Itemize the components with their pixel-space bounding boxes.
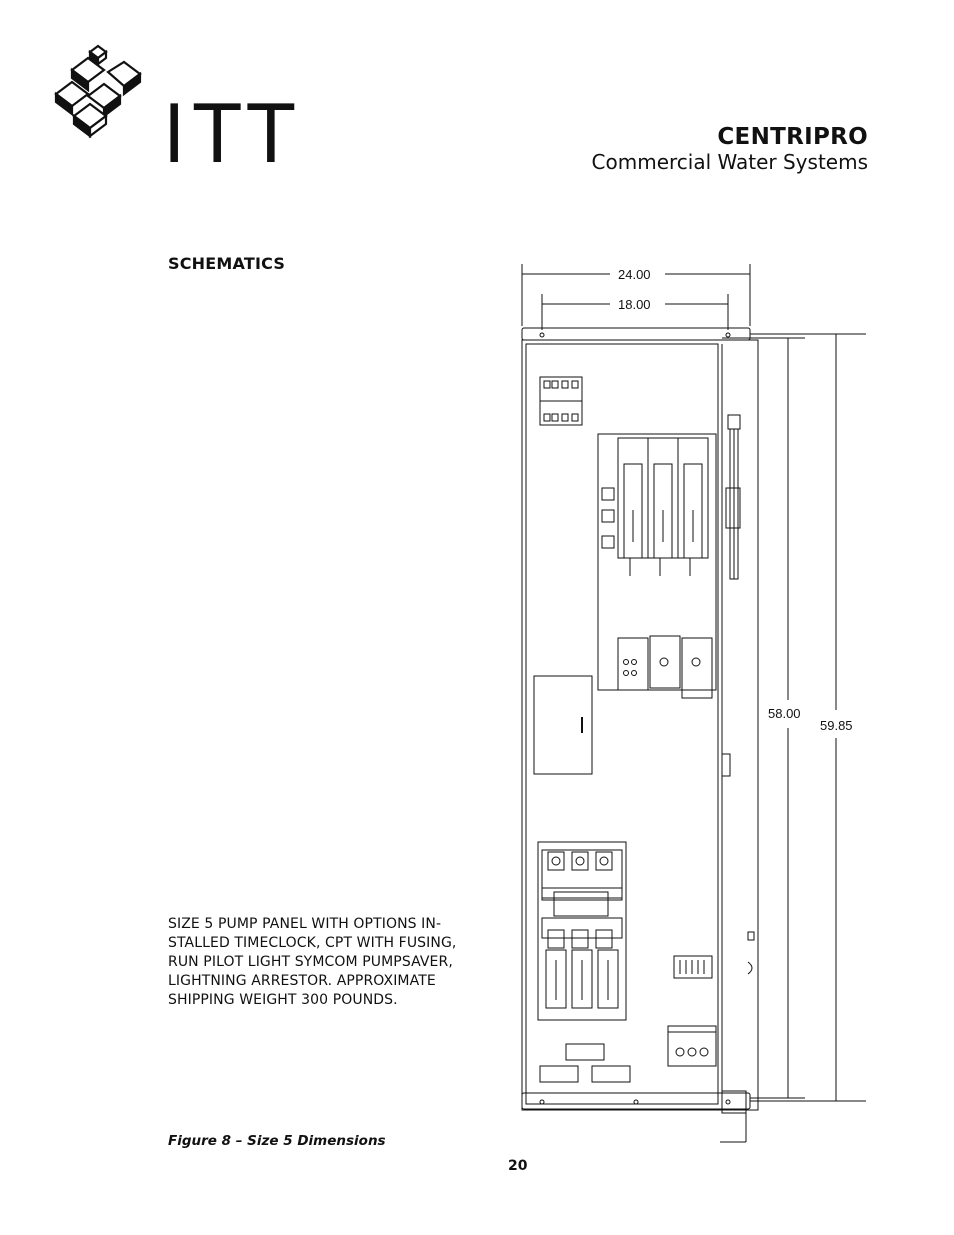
brand-subtitle: Commercial Water Systems bbox=[591, 150, 868, 174]
logo-wordmark: ITT bbox=[163, 88, 303, 181]
dimension-overall-width: 24.00 bbox=[618, 267, 651, 282]
dimension-overall-height: 59.85 bbox=[820, 718, 853, 733]
dimension-mount-width: 18.00 bbox=[618, 297, 651, 312]
panel-description: SIZE 5 PUMP PANEL WITH OPTIONS IN- STALLED TIMECLOCK, CPT WITH FUSING, RUN PILOT LIGHT SYMCOM PUMPSAVER, LIGHTNING ARRESTOR. APPROXIMATE SHIPPING WEIGHT 300 POUNDS. bbox=[168, 916, 457, 1008]
brand-name: CENTRIPRO bbox=[717, 124, 868, 150]
itt-logo-icon bbox=[52, 44, 152, 144]
section-heading: SCHEMATICS bbox=[168, 254, 286, 273]
dimension-inner-height: 58.00 bbox=[768, 706, 801, 721]
figure-caption: Figure 8 – Size 5 Dimensions bbox=[168, 1133, 386, 1149]
pump-panel-drawing bbox=[510, 260, 870, 1150]
brand-block bbox=[592, 124, 868, 174]
page-number: 20 bbox=[508, 1158, 528, 1174]
